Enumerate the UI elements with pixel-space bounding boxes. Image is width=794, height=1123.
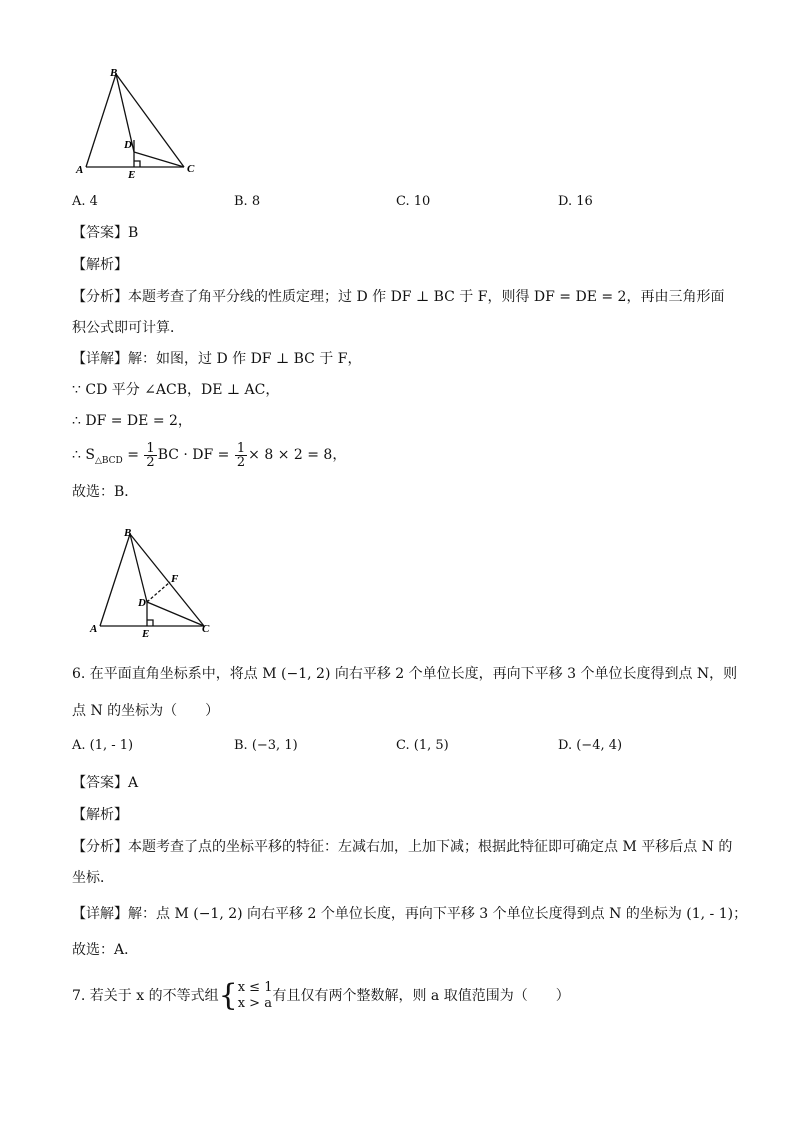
q5-analysis-tag: 【解析】 <box>72 257 128 273</box>
q7-stem-post: 有且仅有两个整数解，则 a 取值范围为（ ） <box>272 988 570 1004</box>
q5-answer-tag: 【答案】 <box>72 225 128 241</box>
q7-ineq-2: x > a <box>237 996 272 1011</box>
q5-end: × 8 × 2 = 8， <box>248 447 347 463</box>
q5-area-subscript: △BCD <box>94 455 123 466</box>
q5-detail-line-2: ∵ CD 平分 ∠ACB，DE ⊥ AC， <box>72 382 280 398</box>
q6-fenxi-line-1 <box>72 837 732 857</box>
triangle-figure-1 <box>70 62 210 182</box>
fig2-label-a: A <box>90 623 98 635</box>
q6-detail-text-1: 解：点 M (−1, 2) 向右平移 2 个单位长度，再向下平移 3 个单位长度得到点 N 的坐标为 (1, - 1)； <box>128 906 748 922</box>
q5-fraction-1 <box>144 442 156 469</box>
q6-choose: 故选：A． <box>72 942 139 958</box>
q6-detail-tag: 【详解】 <box>72 906 128 922</box>
q5-answer-value: B <box>128 225 139 241</box>
q5-fraction-2-den: 2 <box>236 454 246 470</box>
q5-choose: 故选：B． <box>72 484 139 500</box>
q7-ineq-1: x ≤ 1 <box>237 980 273 995</box>
q5-fenxi-line-2: 积公式即可计算． <box>72 320 184 336</box>
q6-answer-tag: 【答案】 <box>72 775 128 791</box>
q5-area-symbol: ∴ S <box>72 447 95 463</box>
q5-mid: BC · DF = <box>157 447 234 463</box>
fig2-label-d: D <box>138 597 146 609</box>
q7-brace: { <box>218 978 238 1013</box>
q7-stem-pre: 7. 若关于 x 的不等式组 <box>72 988 219 1004</box>
q5-fraction-2-num: 1 <box>236 440 246 456</box>
q6-option-c: C. (1, 5) <box>396 738 449 753</box>
q7-system <box>238 980 273 1012</box>
q5-detail-text-1: 解：如图，过 D 作 DF ⊥ BC 于 F， <box>128 351 362 367</box>
q6-stem-line-2: 点 N 的坐标为（ ） <box>72 703 220 719</box>
q5-option-d: D. 16 <box>558 194 593 209</box>
q5-detail-line-1 <box>72 349 361 369</box>
fig2-label-b: B <box>124 527 132 539</box>
q5-fenxi-tag: 【分析】 <box>72 289 128 305</box>
fig1-label-a: A <box>76 164 84 176</box>
q5-eq: = <box>122 447 144 463</box>
q5-detail-tag: 【详解】 <box>72 351 128 367</box>
q6-option-a: A. (1, - 1) <box>72 738 134 753</box>
q5-fraction-2 <box>235 442 247 469</box>
fig2-label-f: F <box>171 573 179 585</box>
q6-option-b: B. (−3, 1) <box>234 738 298 753</box>
q6-fenxi-line-2: 坐标． <box>72 870 114 886</box>
q5-detail-line-4 <box>72 440 346 476</box>
fig1-label-c: C <box>187 163 195 175</box>
fig1-label-b: B <box>110 67 118 79</box>
fig1-label-d: D <box>124 139 132 151</box>
q5-detail-line-3: ∴ DF = DE = 2， <box>72 413 192 429</box>
q6-stem-line-1: 6. 在平面直角坐标系中，将点 M (−1, 2) 向右平移 2 个单位长度，再向下平移 3 个单位长度得到点 N，则 <box>72 666 738 682</box>
q5-option-c: C. 10 <box>396 194 431 209</box>
fig2-label-e: E <box>142 628 150 640</box>
q5-fenxi-text-1: 本题考查了角平分线的性质定理；过 D 作 DF ⊥ BC 于 F，则得 DF = DE = 2，再由三角形面 <box>128 289 725 305</box>
q6-analysis-tag: 【解析】 <box>72 807 128 823</box>
fig1-label-e: E <box>128 169 136 181</box>
q5-fraction-1-num: 1 <box>146 440 155 456</box>
q6-fenxi-text-1: 本题考查了点的坐标平移的特征：左减右加，上加下减；根据此特征即可确定点 M 平移后点 N 的 <box>128 839 733 855</box>
q6-answer-value: A <box>128 775 139 791</box>
q5-answer <box>72 223 138 243</box>
q5-option-b: B. 8 <box>234 194 261 209</box>
q5-option-a: A. 4 <box>72 194 98 209</box>
q5-fraction-1-den: 2 <box>146 454 155 470</box>
q6-option-d: D. (−4, 4) <box>558 738 623 753</box>
q7-stem <box>72 976 570 1016</box>
q6-answer <box>72 773 138 793</box>
q5-fenxi-line-1 <box>72 287 724 307</box>
q6-fenxi-tag: 【分析】 <box>72 839 128 855</box>
fig2-label-c: C <box>202 623 210 635</box>
triangle-figure-2 <box>80 522 220 642</box>
q6-detail-line-1 <box>72 904 747 924</box>
